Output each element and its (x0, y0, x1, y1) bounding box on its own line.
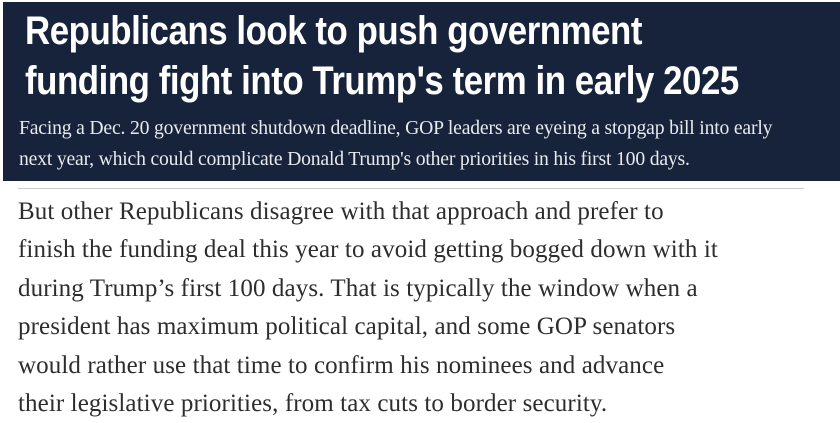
body-line-2: finish the funding deal this year to avoid getting bogged down with it (18, 236, 718, 264)
article-body (18, 193, 718, 423)
article-header (3, 2, 840, 181)
body-line-3: during Trump’s first 100 days. That is typically the window when a (18, 274, 698, 302)
body-line-6: their legislative priorities, from tax cuts to border security. (18, 390, 608, 418)
headline-line-2: funding fight into Trump's term in early 2025 (25, 59, 739, 103)
section-divider (18, 188, 804, 189)
body-line-4: president has maximum political capital, and some GOP senators (18, 313, 676, 341)
body-line-5: would rather use that time to confirm his nominees and advance (18, 351, 665, 379)
headline-line-1: Republicans look to push government (25, 9, 643, 53)
dek (19, 113, 807, 175)
dek-line-2: next year, which could complicate Donald Trump's other priorities in his first 100 days. (19, 148, 690, 170)
dek-line-1: Facing a Dec. 20 government shutdown deadline, GOP leaders are eyeing a stopgap bill into early (19, 117, 773, 139)
body-line-1: But other Republicans disagree with that approach and prefer to (18, 198, 664, 225)
headline (25, 6, 739, 106)
